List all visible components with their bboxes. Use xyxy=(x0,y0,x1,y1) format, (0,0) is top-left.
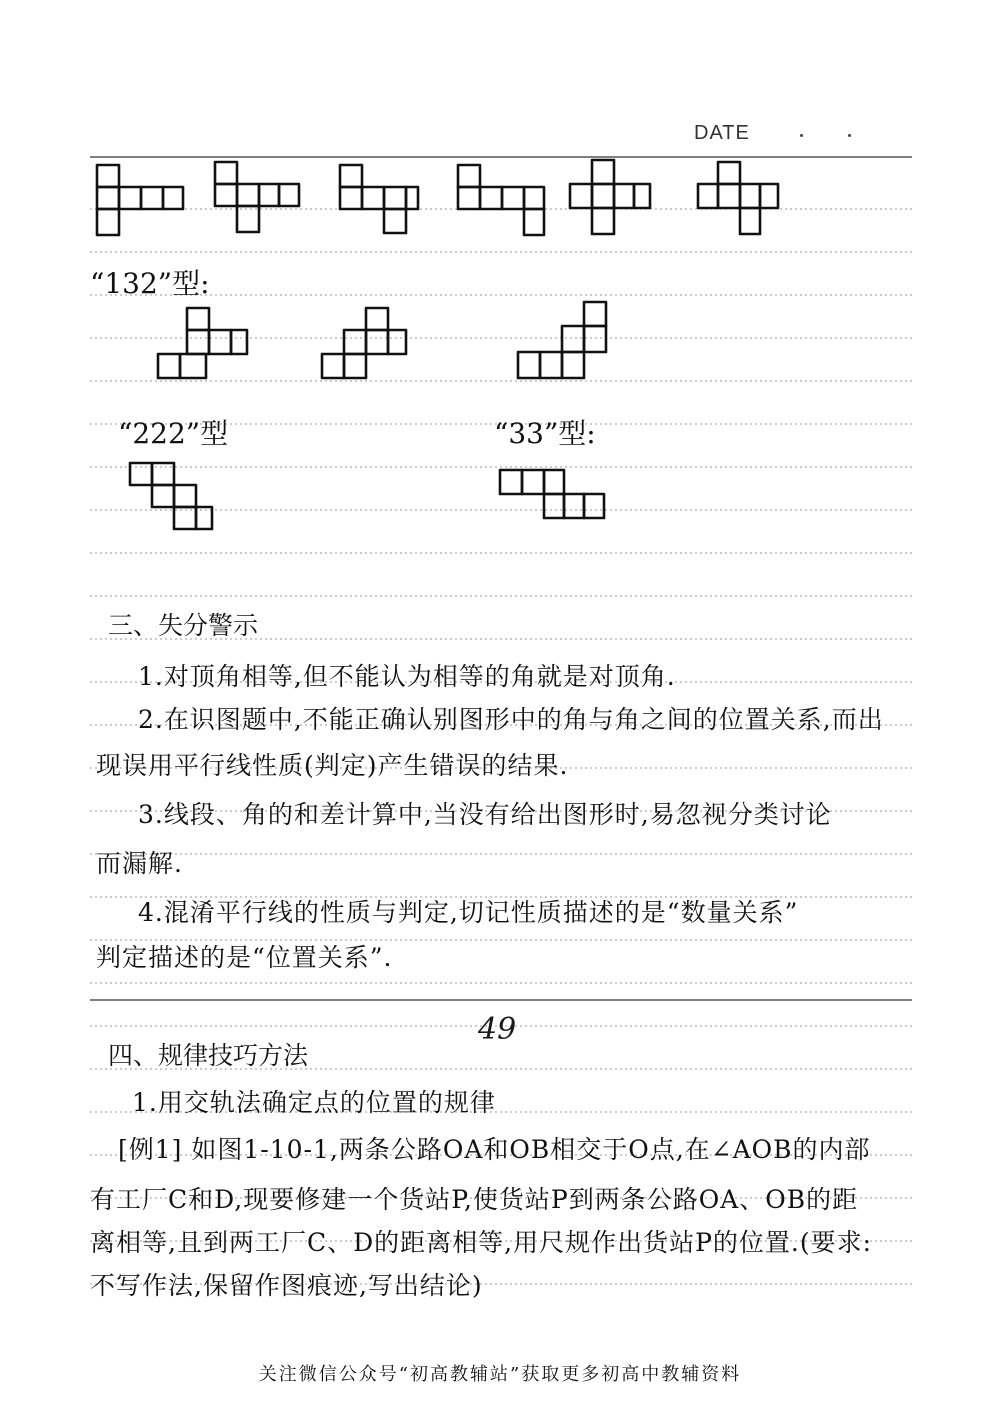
example-line: [例1] 如图1-10-1,两条公路OA和OB相交于O点,在∠AOB的内部 xyxy=(118,1135,871,1164)
net-222 xyxy=(130,463,212,529)
example-line: 有工厂C和D,现要修建一个货站P,使货站P到两条公路OA、OB的距 xyxy=(90,1185,859,1214)
net-141-c xyxy=(340,165,418,233)
section-four-heading: 四、规律技巧方法 xyxy=(108,1041,309,1070)
warning-line: 1.对顶角相等,但不能认为相等的角就是对顶角. xyxy=(138,662,676,691)
net-141-e xyxy=(570,160,650,234)
net-132-b xyxy=(322,308,406,378)
section-three-heading: 三、失分警示 xyxy=(108,611,259,640)
net-type-label-222: “222”型 xyxy=(118,417,229,450)
net-type-label-33: “33”型: xyxy=(494,417,596,450)
warning-line: 而漏解. xyxy=(96,849,183,878)
net-132-a xyxy=(158,308,247,378)
warning-line: 2.在识图题中,不能正确认别图形中的角与角之间的位置关系,而出 xyxy=(138,705,884,734)
warning-line: 判定描述的是“位置关系”. xyxy=(96,943,393,972)
net-33 xyxy=(500,470,604,518)
footer-note: 关注微信公众号“初高教辅站”获取更多初高中教辅资料 xyxy=(258,1364,742,1385)
warning-line: 现误用平行线性质(判定)产生错误的结果. xyxy=(96,751,569,780)
warning-line: 4.混淆平行线的性质与判定,切记性质描述的是“数量关系” xyxy=(138,898,799,927)
net-132-c xyxy=(518,302,606,378)
section-four-subheading: 1.用交轨法确定点的位置的规律 xyxy=(132,1088,496,1117)
net-141-b xyxy=(215,162,299,232)
warning-line: 3.线段、角的和差计算中,当没有给出图形时,易忽视分类讨论 xyxy=(138,800,832,829)
net-141-f xyxy=(698,162,778,234)
example-line: 不写作法,保留作图痕迹,写出结论) xyxy=(90,1271,483,1300)
net-141-d xyxy=(458,165,544,235)
page-number: 49 xyxy=(478,1012,517,1047)
example-line: 离相等,且到两工厂C、D的距离相等,用尺规作出货站P的位置.(要求: xyxy=(90,1228,873,1257)
net-141-a xyxy=(97,165,183,235)
date-label: DATE xyxy=(694,122,750,144)
net-type-label-132: “132”型: xyxy=(90,267,210,300)
